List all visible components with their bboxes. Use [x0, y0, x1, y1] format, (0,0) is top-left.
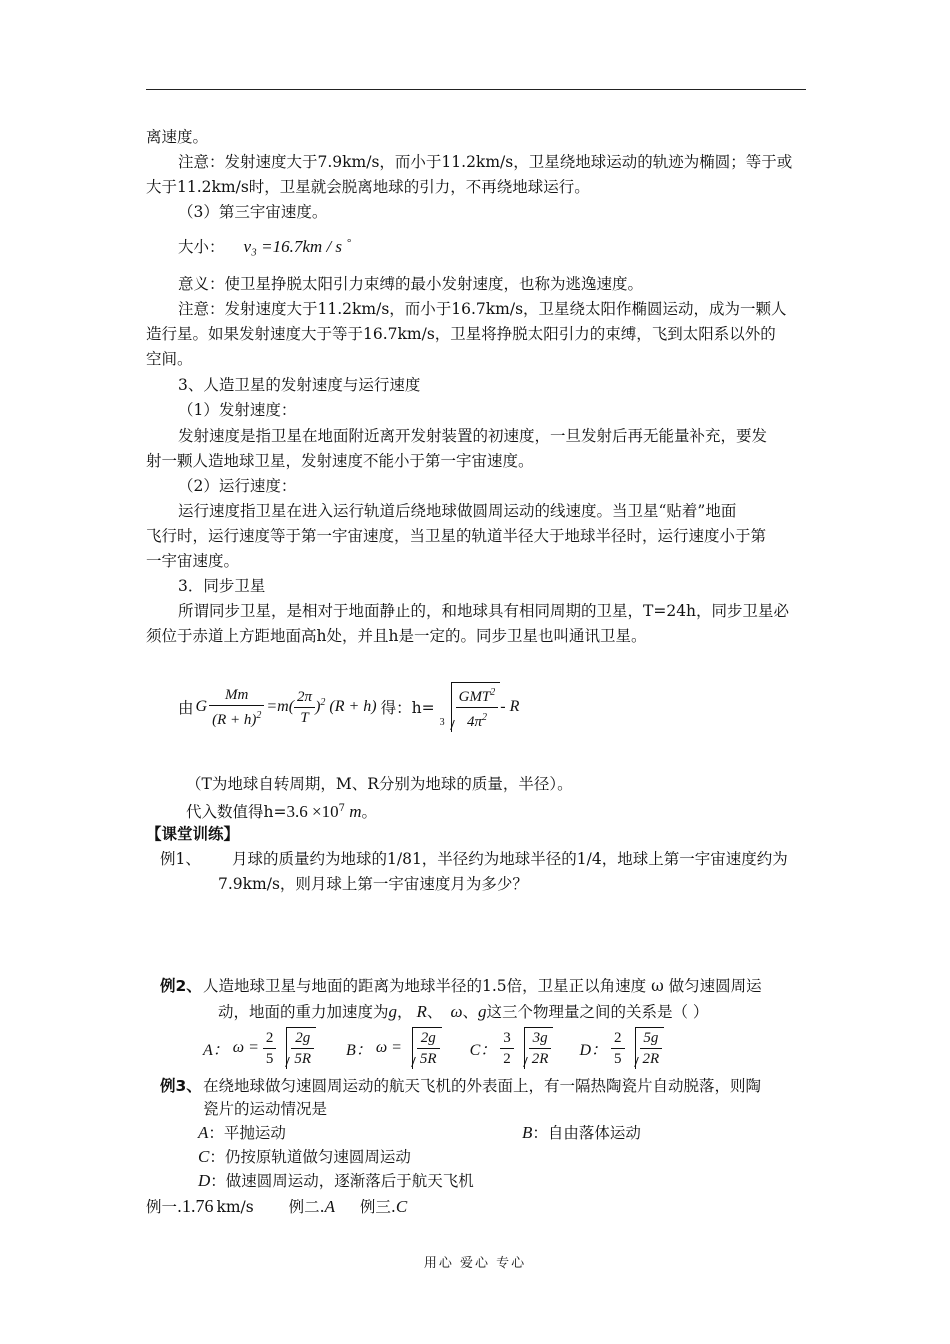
- fraction-denominator: (R + h): [212, 711, 257, 728]
- sep: ，: [397, 1003, 413, 1021]
- option-letter: D: [198, 1171, 211, 1190]
- option-d-root: [635, 1027, 665, 1069]
- magnitude-line: 大小： v₃ =16.7km / s °: [178, 237, 352, 257]
- omega-eq: ω =: [375, 1039, 402, 1056]
- section-heading: 3、人造卫星的发射速度与运行速度: [178, 376, 421, 394]
- fraction-denominator: 2R: [531, 1051, 549, 1067]
- fraction-denominator: 4π: [466, 714, 482, 730]
- subheading: （2）运行速度：: [178, 477, 297, 495]
- text-line: 空间。: [146, 350, 193, 368]
- formula-tail: - R: [500, 698, 520, 715]
- answers-line: [146, 1195, 407, 1218]
- example-3-text: 瓷片的运动情况是: [203, 1100, 328, 1118]
- option-b-label: B：: [346, 1041, 372, 1059]
- fraction-denominator: T: [300, 709, 309, 726]
- exponent: 7: [338, 803, 345, 814]
- formula-inner-fraction: [294, 687, 315, 728]
- formula-fraction: [209, 685, 264, 730]
- fraction-numerator: GMT: [458, 689, 491, 705]
- text-line: 运行速度指卫星在进入运行轨道后绕地球做圆周运动的线速度。当卫星“贴着”地面: [178, 502, 737, 520]
- example-1-label: 例1、: [160, 850, 201, 868]
- formula-close: ): [315, 698, 321, 716]
- text-line: 离速度。: [146, 128, 209, 146]
- option-text: ：平抛运动: [208, 1124, 286, 1142]
- note-line: （T为地球自转周期，M、R分别为地球的质量，半径）。: [186, 775, 573, 793]
- var-omega: ω: [450, 1002, 463, 1021]
- example-3-text: 在绕地球做匀速圆周运动的航天飞机的外表面上，有一隔热陶瓷片自动脱落，则陶: [203, 1077, 762, 1095]
- fraction-denominator: 5R: [419, 1051, 437, 1067]
- fraction-numerator: 3: [500, 1028, 514, 1049]
- result-line: [186, 798, 377, 823]
- option-letter: B: [522, 1123, 533, 1142]
- fraction-denominator: 5: [614, 1050, 622, 1067]
- answer-1-value: 1.76: [181, 1196, 214, 1216]
- answer-2-value: A: [324, 1197, 335, 1216]
- option-letter: A: [198, 1123, 209, 1142]
- option-d-label: D：: [579, 1041, 608, 1059]
- text-line: 所谓同步卫星，是相对于地面静止的，和地球具有相同周期的卫星，T=24h，同步卫星必: [178, 602, 790, 620]
- formula-g: G: [195, 698, 208, 715]
- text-line: 造行星。如果发射速度大于等于16.7km/s，卫星将挣脱太阳引力的束缚，飞到太阳系以外的: [146, 325, 776, 343]
- fraction-numerator: Mm: [209, 685, 264, 706]
- fraction-denominator: 2R: [642, 1051, 660, 1067]
- subheading: （1）发射速度：: [178, 401, 297, 419]
- magnitude-label: 大小：: [178, 238, 225, 257]
- text-line: 一宇宙速度。: [146, 552, 240, 570]
- formula-rh: (R + h): [329, 698, 377, 715]
- fraction-denominator: 5: [265, 1050, 274, 1067]
- text-line: 发射速度是指卫星在地面附近离开发射装置的初速度，一旦发射后再无能量补充，要发: [178, 427, 768, 445]
- result-unit: m: [344, 802, 362, 822]
- text: 这三个物理量之间的关系是（ ）: [486, 1003, 709, 1021]
- synchronous-orbit-formula: [178, 682, 519, 732]
- page-footer: 用心 爱心 专心: [423, 1256, 527, 1271]
- section-title: 【课堂训练】: [146, 825, 240, 843]
- answer-3-label: 例三.: [359, 1198, 396, 1216]
- example-1-text: 月球的质量约为地球的1/81，半径约为地球半径的1/4，地球上第一宇宙速度约为: [232, 850, 788, 868]
- subheading: （3）第三宇宙速度。: [178, 203, 328, 221]
- option-text: ：仍按原轨道做匀速圆周运动: [209, 1148, 411, 1166]
- option-a: [198, 1122, 286, 1144]
- header-rule: [146, 89, 806, 90]
- root-index: 3: [439, 717, 445, 728]
- section-heading: 3．同步卫星: [178, 577, 266, 595]
- option-text: ：做速圆周运动，逐渐落后于航天飞机: [210, 1172, 474, 1190]
- fraction-numerator: 2g: [291, 1028, 314, 1049]
- option-b: [522, 1122, 641, 1144]
- sep: 、: [462, 1003, 478, 1021]
- result-label: 代入数值得h=: [186, 803, 287, 822]
- option-c: [198, 1146, 411, 1168]
- exponent: 2: [490, 687, 496, 698]
- fraction-numerator: 2: [263, 1028, 277, 1049]
- period: 。: [361, 803, 377, 822]
- exponent: 2: [481, 712, 487, 723]
- fraction-numerator: 2g: [417, 1028, 440, 1049]
- cube-root: [439, 682, 501, 732]
- answer-3-value: C: [395, 1197, 408, 1216]
- option-d-fraction: [611, 1028, 625, 1069]
- example-3-label: 例3、: [160, 1077, 202, 1095]
- text-line: 须位于赤道上方距地面高h处，并且h是一定的。同步卫星也叫通讯卫星。: [146, 627, 647, 645]
- fraction-numerator: 3g: [529, 1028, 552, 1049]
- root-fraction: [456, 683, 499, 732]
- var-r: R: [416, 1002, 427, 1021]
- option-b-root: [412, 1027, 442, 1069]
- example-2-text: [218, 1001, 708, 1023]
- text-line: 射一颗人造地球卫星，发射速度不能小于第一宇宙速度。: [146, 452, 534, 470]
- answer-1-unit: km/s: [216, 1198, 254, 1216]
- answer-1-label: 例一.: [146, 1198, 182, 1216]
- option-c-root: [524, 1027, 554, 1069]
- sep: 、: [426, 1003, 443, 1021]
- formula-result-label: 得：h=: [380, 699, 435, 717]
- answer-2-label: 例二.: [288, 1198, 325, 1216]
- fraction-denominator: 5R: [294, 1051, 312, 1067]
- option-letter: C: [198, 1147, 210, 1166]
- var-g: g: [388, 1002, 398, 1021]
- note-line: 注意：发射速度大于11.2km/s，而小于16.7km/s，卫星绕太阳作椭圆运动，成为一颗人: [178, 300, 787, 318]
- exponent: 2: [256, 709, 262, 721]
- option-a-fraction: [263, 1028, 277, 1069]
- text-line: 大于11.2km/s时，卫星就会脱离地球的引力，不再绕地球运行。: [146, 178, 590, 196]
- fraction-denominator: 2: [503, 1050, 511, 1067]
- exponent: 2: [320, 697, 326, 709]
- omega-eq: ω =: [232, 1039, 259, 1056]
- fraction-numerator: 2: [611, 1028, 625, 1049]
- example-2-label: 例2、: [160, 977, 202, 995]
- fraction-numerator: 5g: [640, 1028, 663, 1049]
- text-line: 飞行时，运行速度等于第一宇宙速度，当卫星的轨道半径大于地球半径时，运行速度小于第: [146, 527, 767, 545]
- option-c-fraction: [500, 1028, 514, 1069]
- fraction-numerator: 2π: [294, 687, 315, 708]
- formula-prefix: 由: [178, 699, 194, 717]
- option-text: ：自由落体运动: [532, 1124, 641, 1142]
- option-a-label: A：: [203, 1041, 229, 1059]
- result-value: 3.6 ×10: [286, 802, 339, 822]
- example-2-text: 人造地球卫星与地面的距离为地球半径的1.5倍，卫星正以角速度 ω 做匀速圆周运: [203, 977, 762, 995]
- option-d: [198, 1170, 474, 1192]
- meaning-line: 意义：使卫星挣脱太阳引力束缚的最小发射速度，也称为逃逸速度。: [178, 275, 644, 293]
- text: 动，地面的重力加速度为: [218, 1003, 389, 1021]
- formula-eq: =m(: [266, 698, 295, 715]
- option-c-label: C：: [469, 1041, 497, 1059]
- note-line: 注意：发射速度大于7.9km/s，而小于11.2km/s，卫星绕地球运动的轨迹为椭圆；等于或: [178, 153, 793, 171]
- third-cosmic-velocity-formula: v₃ =16.7km / s: [243, 237, 343, 257]
- example-1-text: 7.9km/s，则月球上第一宇宙速度月为多少？: [218, 875, 528, 893]
- option-a-root: [286, 1027, 316, 1069]
- example-2-options: [203, 1027, 664, 1069]
- var-g: g: [477, 1002, 487, 1021]
